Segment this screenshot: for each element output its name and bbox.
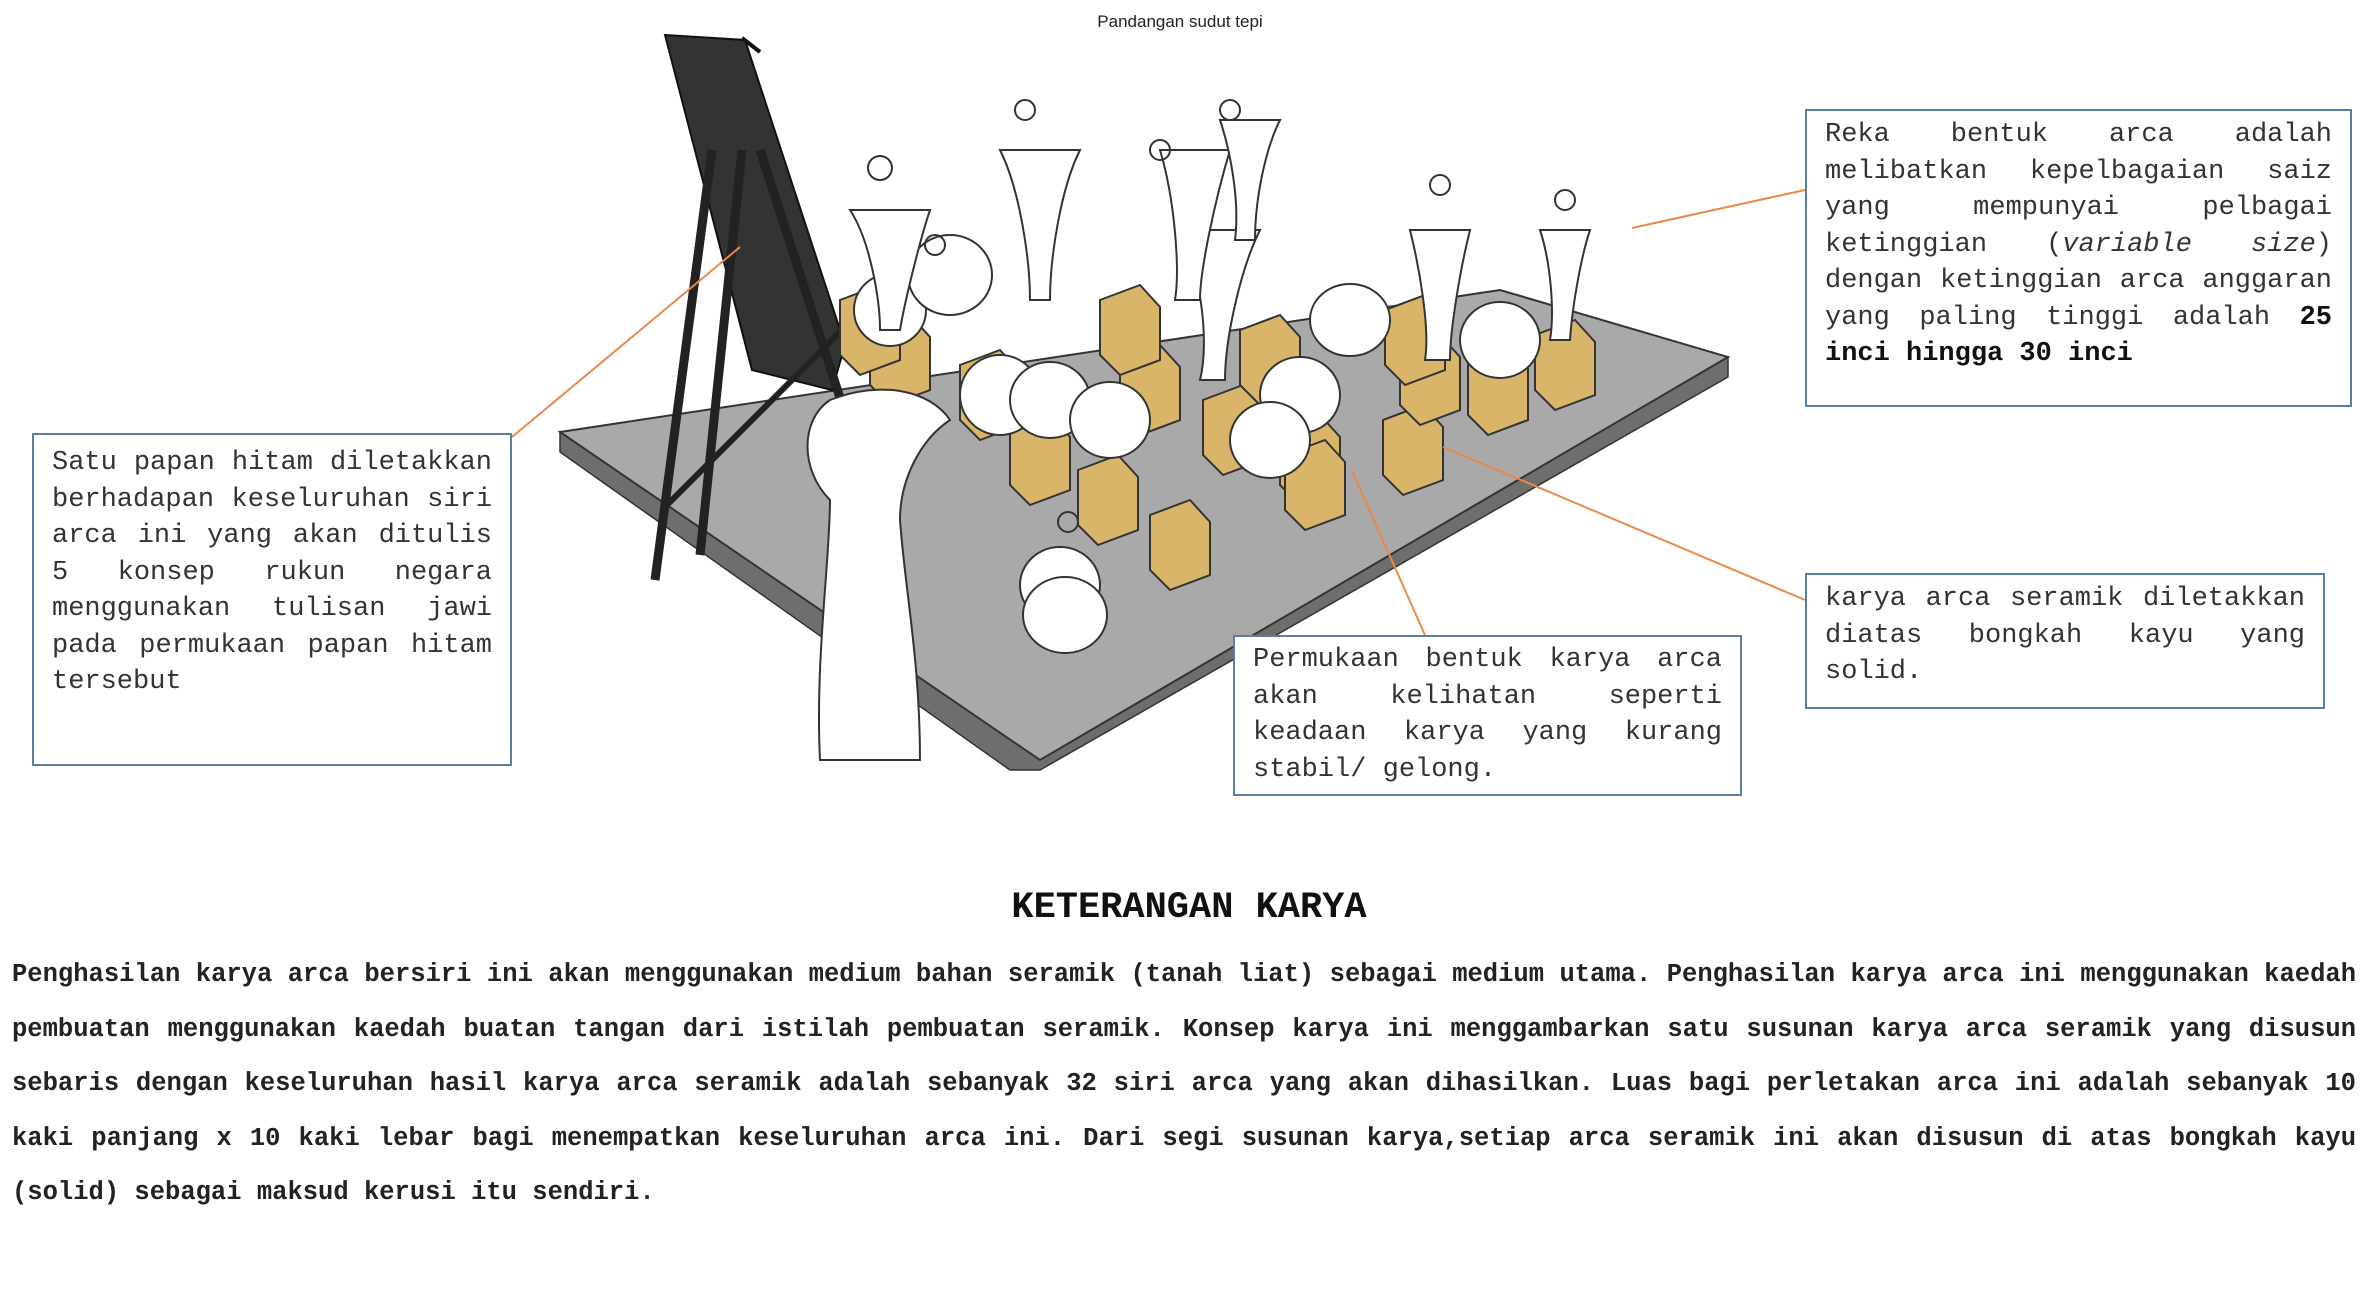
leader-line-left [512,247,740,437]
callout-variable-size [1805,109,2352,407]
figure-title: Pandangan sudut tepi [1097,12,1263,31]
callout-blackboard-text: Satu papan hitam diletakkan berhadapan keseluruhan siri arca ini yang akan ditulis 5 konsep rukun negara menggunakan tulisan jawi pada permukaan papan hitam tersebut [52,448,492,697]
callout-surface-text: Permukaan bentuk karya arca akan kelihatan seperti keadaan karya yang kurang stabil/ gelong. [1253,645,1722,785]
callout-surface [1233,635,1742,796]
section-body: Penghasilan karya arca bersiri ini akan menggunakan medium bahan seramik (tanah liat) sebagai medium utama. Penghasilan karya arca ini menggunakan kaedah pembuatan menggunakan kaedah buatan tangan dari istilah pembuatan seramik. Konsep karya ini menggambarkan satu susunan karya arca seramik yang disusun sebaris dengan keseluruhan hasil karya arca seramik adalah sebanyak 32 siri arca yang akan dihasilkan. Luas bagi perletakan arca ini adalah sebanyak 10 kaki panjang x 10 kaki lebar bagi menempatkan keseluruhan arca ini. Dari segi susunan karya,setiap arca seramik ini akan disusun di atas bongkah kayu (solid) sebagai maksud kerusi itu sendiri. [12,960,2356,1207]
leader-line-top [1632,190,1805,228]
leader-line-right [1443,447,1805,600]
callout-wooden-block-text: karya arca seramik diletakkan diatas bongkah kayu yang solid. [1825,584,2305,687]
callout-variable-size-text-2: ) dengan ketinggian arca anggaran yang paling tinggi adalah [1825,229,2332,333]
callout-wooden-block [1805,573,2325,709]
callout-variable-size-bold: 25 inci hingga 30 inci [1825,302,2332,369]
callout-blackboard [32,433,512,766]
section-title: KETERANGAN KARYA [1011,887,1367,929]
callout-variable-size-text: Reka bentuk arca adalah melibatkan kepelbagaian saiz yang mempunyai pelbagai ketinggian ( [1825,120,2332,260]
callout-variable-size-italic: variable size [2062,229,2316,260]
